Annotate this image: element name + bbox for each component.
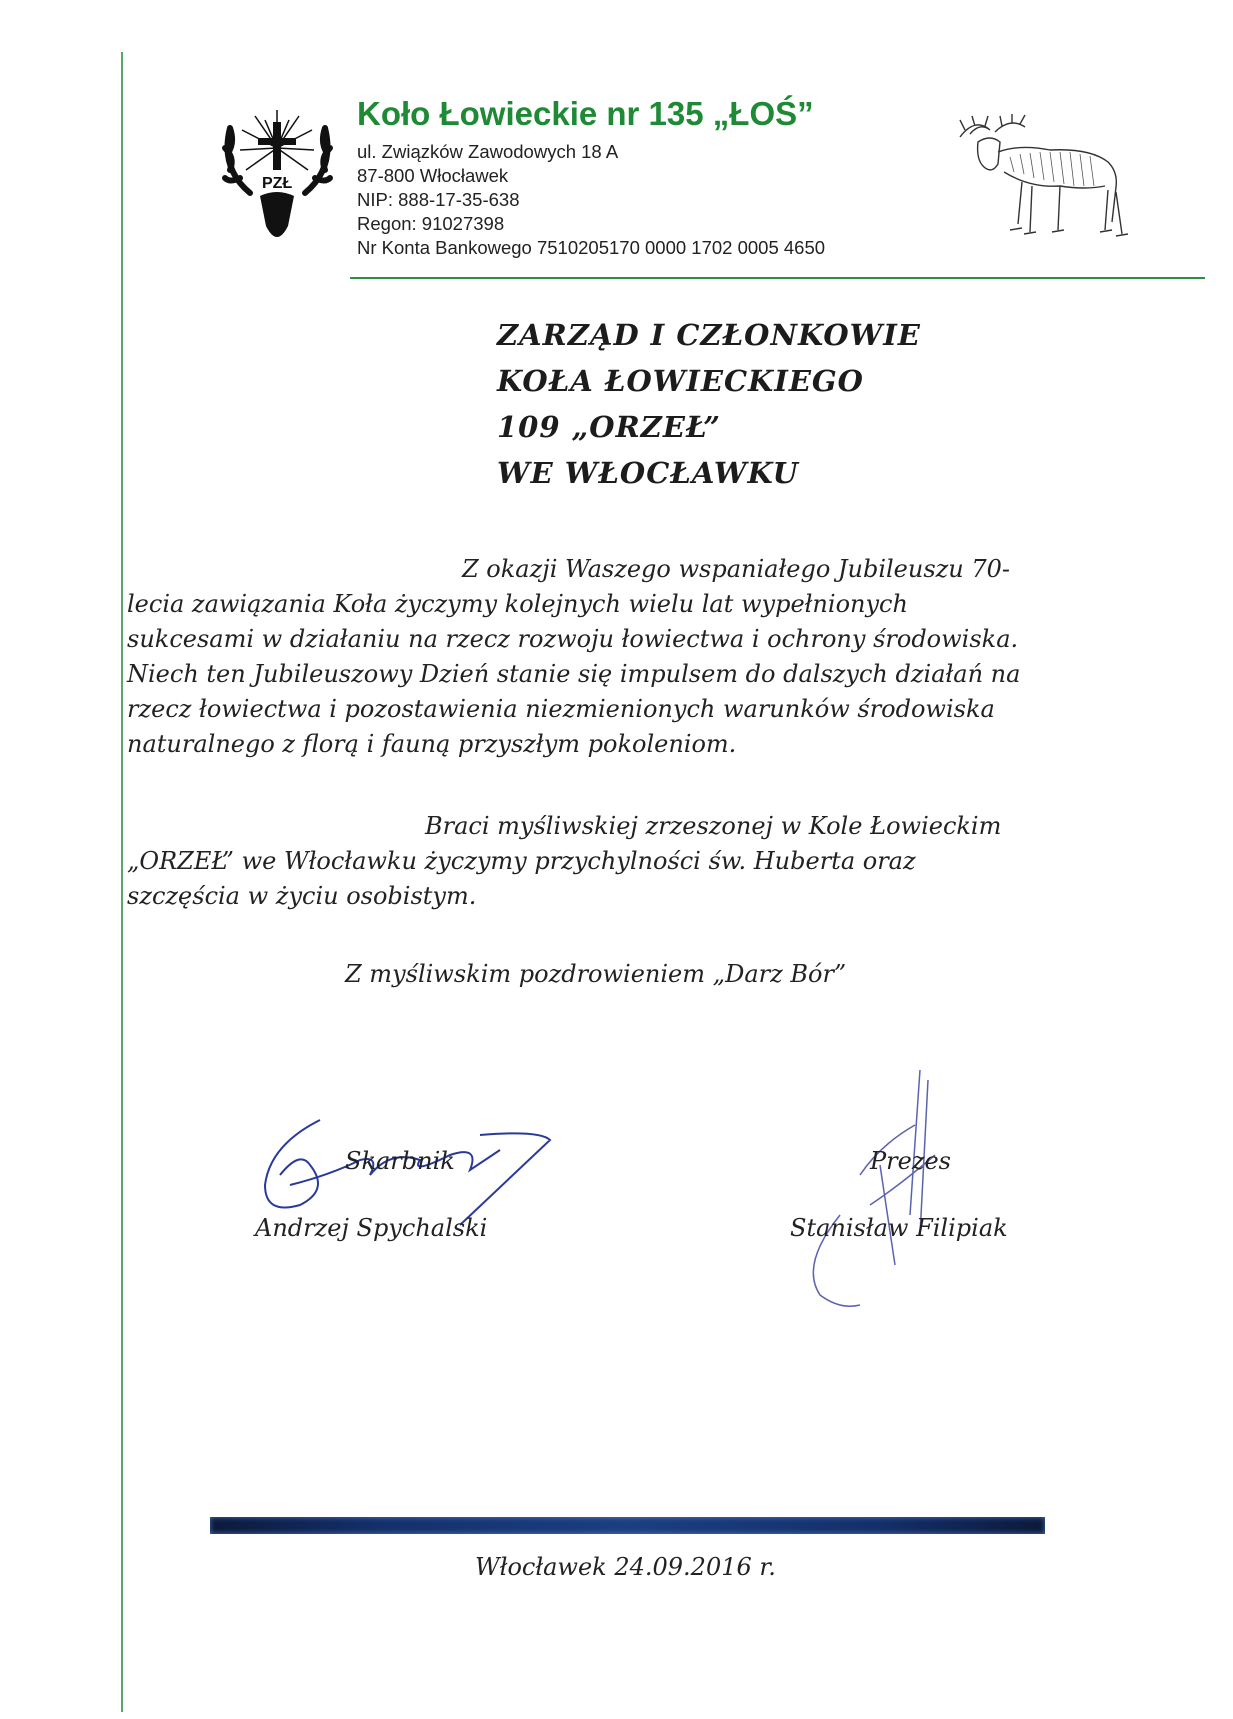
club-name: Koło Łowieckie nr 135 „ŁOŚ”: [357, 95, 814, 132]
paragraph1-line: Niech ten Jubileuszowy Dzień stanie się impulsem do dalszych działań na: [127, 660, 1021, 688]
paragraph1-line: Z okazji Waszego wspaniałego Jubileuszu 70-: [462, 555, 1011, 583]
address-city: 87-800 Włocławek: [357, 165, 509, 186]
margin-line: [121, 52, 123, 1712]
paragraph1-line: sukcesami w działaniu na rzecz rozwoju łowiectwa i ochrony środowiska.: [127, 625, 1019, 653]
signature-treasurer: [255, 1128, 487, 1262]
letter-body: [127, 552, 1107, 914]
recipient-block: [497, 312, 921, 496]
pzl-emblem-logo: [210, 108, 345, 258]
president-name: Stanisław Filipiak: [790, 1214, 1008, 1242]
address-regon: Regon: 91027398: [357, 213, 505, 234]
paragraph2-line: „ORZEŁ” we Włocławku życzymy przychylności św. Huberta oraz: [127, 847, 916, 875]
paragraph1-line: lecia zawiązania Koła życzymy kolejnych wielu lat wypełnionych: [127, 590, 908, 618]
paragraph2-line: szczęścia w życiu osobistym.: [127, 882, 477, 910]
address-nip: NIP: 888-17-35-638: [357, 189, 520, 210]
treasurer-name: Andrzej Spychalski: [255, 1214, 488, 1242]
address-bank-account: Nr Konta Bankowego 7510205170 0000 1702 0005 4650: [357, 237, 826, 258]
recipient-line-1: ZARZĄD I CZŁONKOWIE: [497, 318, 921, 352]
paragraph2-line: Braci myśliwskiej zrzeszonej w Kole Łowieckim: [425, 812, 1002, 840]
signature-president: [790, 1128, 1008, 1262]
treasurer-role: Skarbnik: [345, 1147, 455, 1175]
address-street: ul. Związków Zawodowych 18 A: [357, 141, 619, 162]
paragraph1-line: rzecz łowiectwa i pozostawienia niezmienionych warunków środowiska: [127, 695, 995, 723]
recipient-line-4: WE WŁOCŁAWKU: [497, 456, 799, 490]
header-divider: [350, 277, 1205, 279]
letter-date: Włocławek 24.09.2016 r.: [475, 1553, 776, 1581]
closing-greeting: Z myśliwskim pozdrowieniem „Darz Bór”: [345, 960, 847, 988]
moose-illustration: [940, 112, 1140, 252]
club-address: [357, 140, 825, 260]
footer-decorative-bar: [210, 1517, 1045, 1534]
president-role: Prezes: [870, 1147, 951, 1175]
recipient-line-3: 109 „ORZEŁ”: [497, 410, 721, 444]
pzl-logo-text: PZŁ: [262, 175, 293, 192]
recipient-line-2: KOŁA ŁOWIECKIEGO: [497, 364, 864, 398]
paragraph1-line: naturalnego z florą i fauną przyszłym pokoleniom.: [127, 730, 737, 758]
